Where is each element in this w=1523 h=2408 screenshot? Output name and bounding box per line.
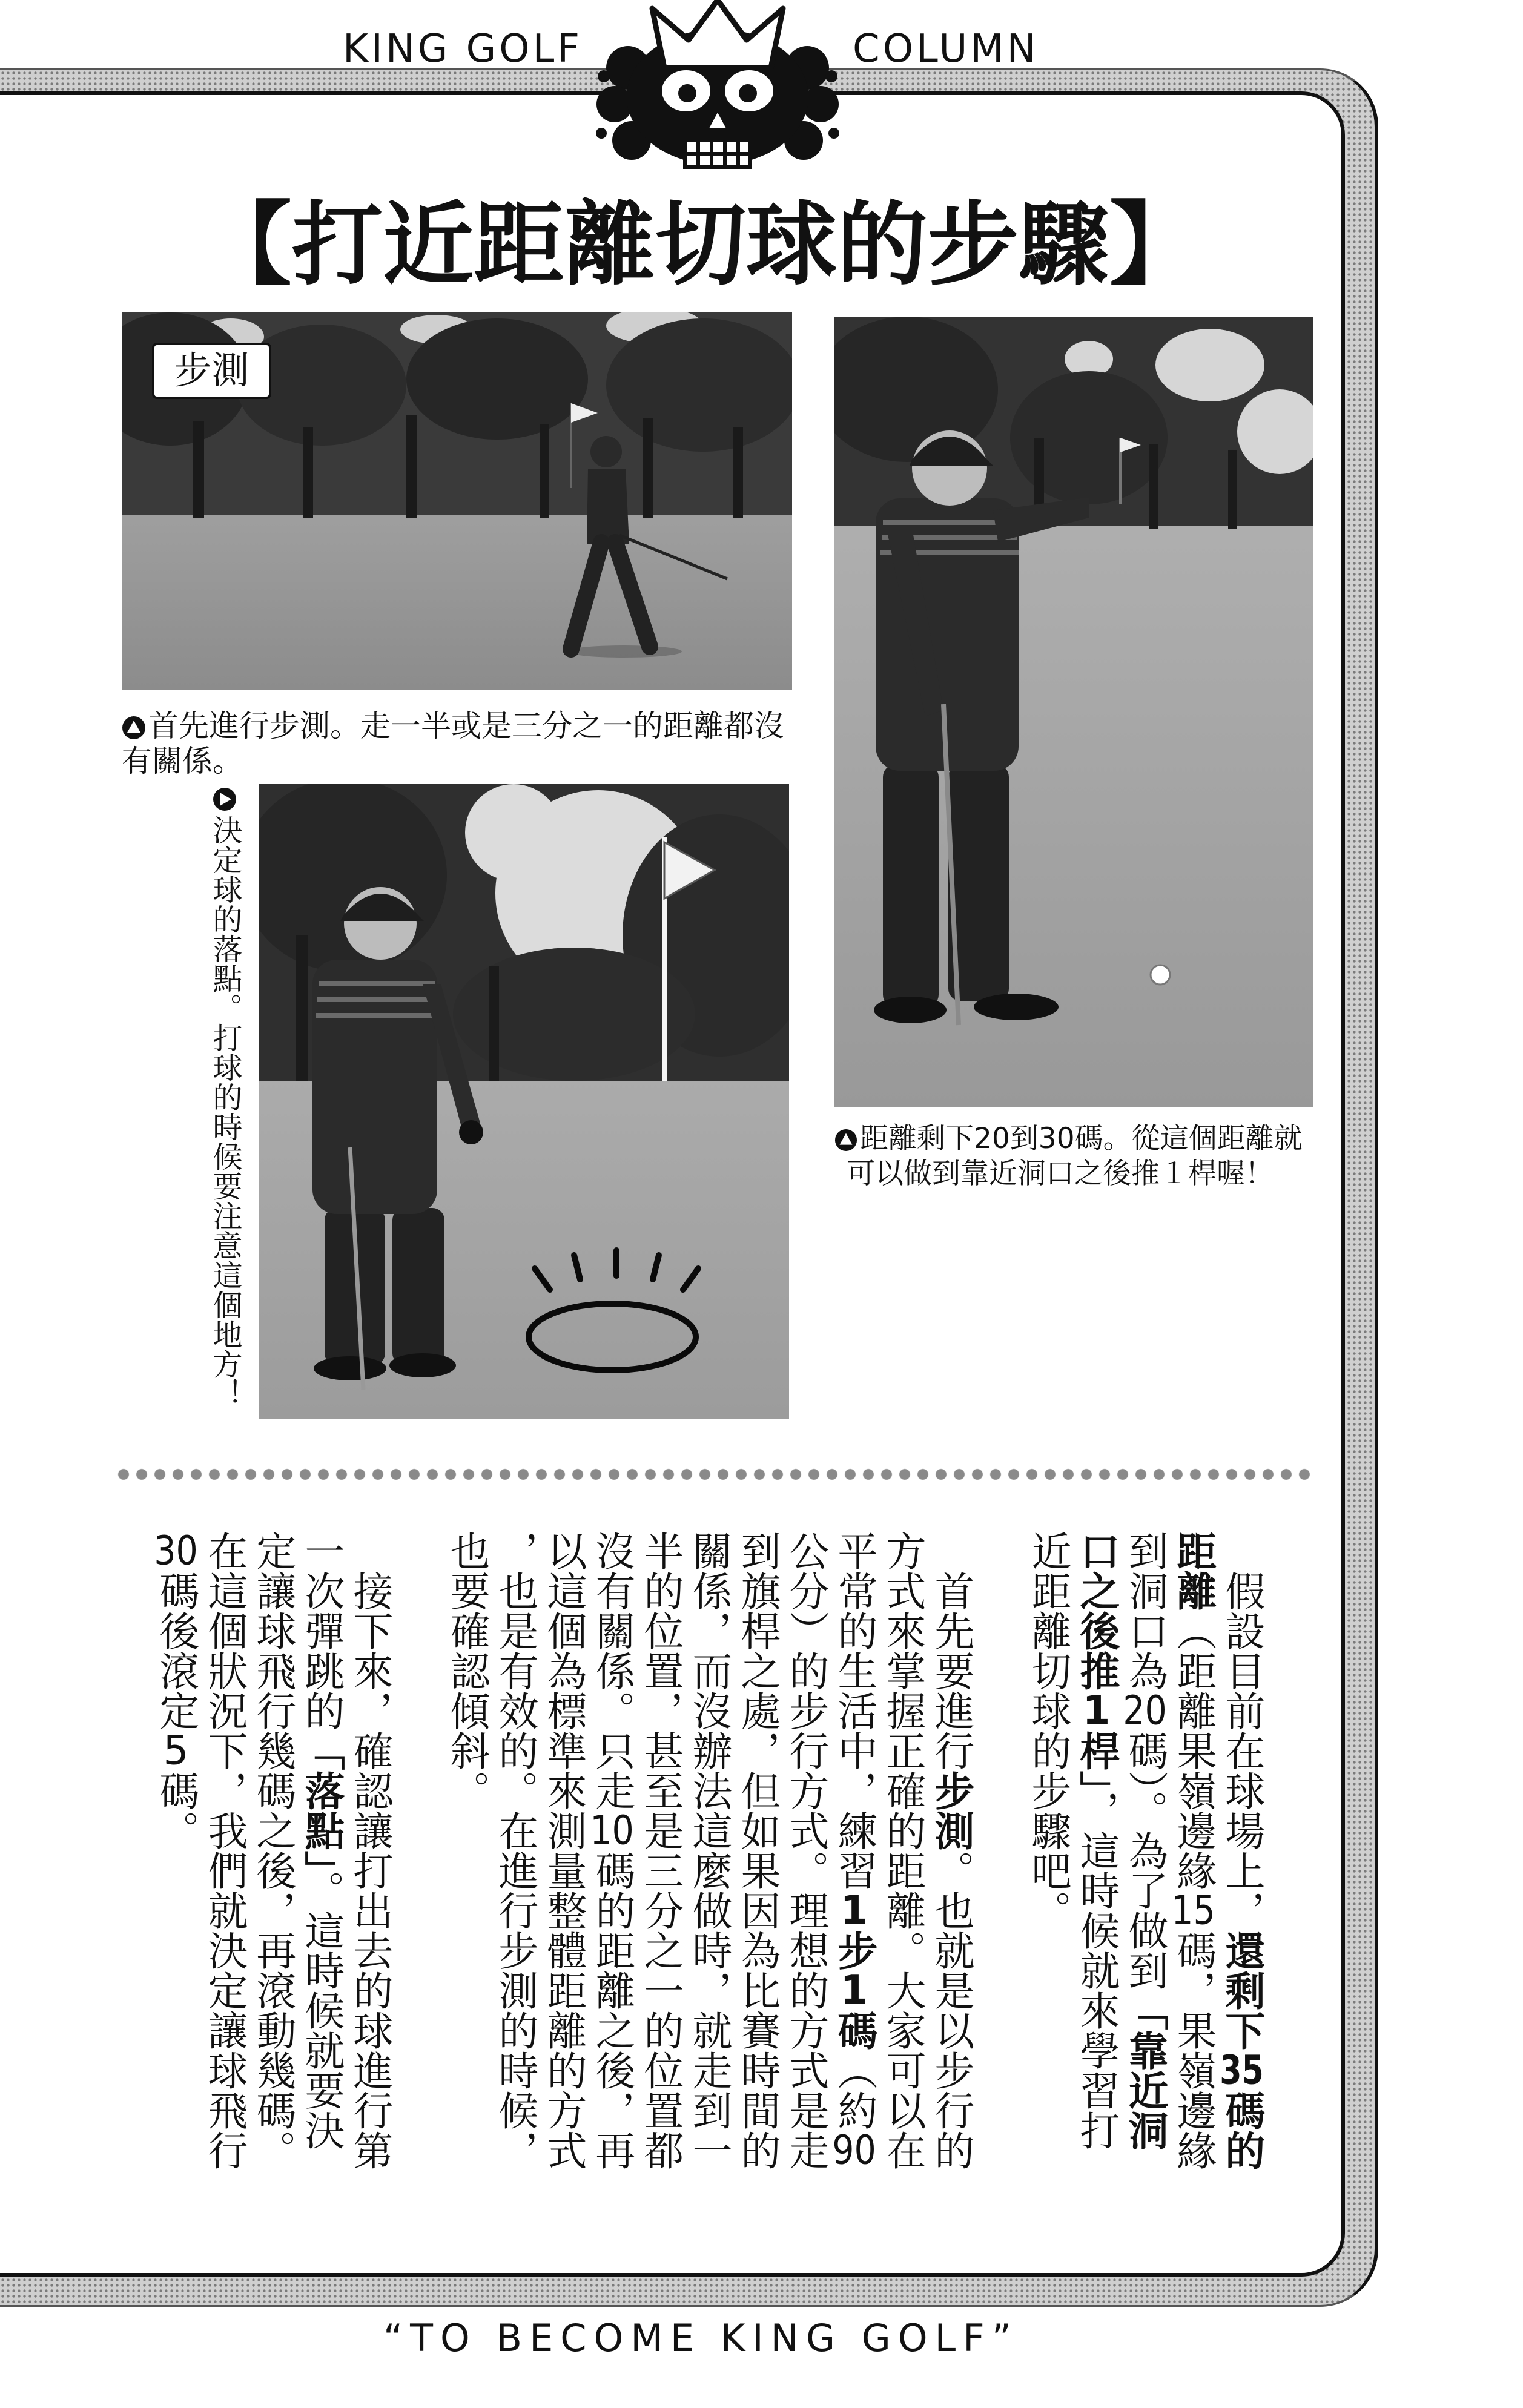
body-text: [151, 1531, 1266, 2185]
body-column: [200, 1531, 248, 2185]
body-column: [1072, 1531, 1120, 2185]
body-text-run: 首先要進行: [928, 1571, 974, 1770]
golf-ball: [1151, 965, 1170, 985]
pacing-label: 步測: [152, 343, 271, 399]
body-text-run: 定讓球飛行幾碼之後，再滾動幾碼。: [249, 1531, 296, 2170]
photo-remaining-distance: [834, 317, 1313, 1107]
caption-landing-spot: [206, 786, 243, 1422]
body-column: [539, 1531, 587, 2185]
body-text-run: 沒有關係。只走10碼的距離之後，再: [589, 1531, 635, 2170]
caption-line: [834, 1121, 1303, 1156]
right-triangle-circle-icon: [213, 787, 237, 811]
body-text-run: 。也就是以步行的: [928, 1850, 974, 2170]
caption-text: 首先進行步測。走一半或是三分之一的距離都沒: [148, 708, 784, 744]
body-text-run: ，這時候就來學習打: [1073, 1790, 1120, 2150]
digit-group: 1: [840, 1970, 868, 2010]
body-column: [248, 1531, 297, 2185]
emphasized-text: 1步1碼: [831, 1890, 877, 2050]
photo-landing-spot: [259, 784, 789, 1419]
body-text-run: 也要確認傾斜。: [443, 1531, 490, 1810]
digit-group: 90: [832, 2130, 876, 2170]
digit-group: 5: [163, 1730, 189, 1770]
digit-group: 15: [1171, 1890, 1215, 1930]
emphasized-text: 距離: [1170, 1531, 1217, 1611]
body-column: [151, 1531, 200, 2185]
page-title: 【打近距離切球的步驟】: [200, 193, 1200, 298]
digit-group: 30: [154, 1531, 198, 1571]
body-text-run: 關係，而沒辦法這麼做時，就走到一: [686, 1531, 732, 2170]
body-column: [587, 1531, 636, 2185]
body-text-run: （約90: [831, 2050, 877, 2170]
body-column: [781, 1531, 830, 2185]
caption-text: 決定球的落點。打球的時候要注意這個地方！: [208, 815, 243, 1408]
body-paragraph: [1023, 1531, 1266, 2185]
body-text-run: 半的位置，甚至是三分之一的位置都: [637, 1531, 684, 2170]
body-column: [636, 1531, 684, 2185]
up-triangle-circle-icon: [122, 716, 146, 740]
body-column: [878, 1531, 927, 2185]
body-text-run: 。這時候就要決: [298, 1870, 345, 2150]
dotted-divider: [114, 1466, 1313, 1482]
body-column: [1217, 1531, 1266, 2185]
header-king-golf: KING GOLF: [343, 27, 583, 71]
body-column: [830, 1531, 878, 2185]
caption-text: 距離剩下20到30碼。從這個距離就: [860, 1122, 1303, 1155]
body-column: [345, 1531, 394, 2185]
body-column: [1120, 1531, 1169, 2185]
body-column: [491, 1531, 539, 2185]
body-text-run: 以這個為標準來測量整體距離的方式: [540, 1531, 587, 2170]
body-paragraph: [442, 1531, 975, 2185]
body-column: [442, 1531, 491, 2185]
emphasized-text: 還剩下35碼的: [1218, 1930, 1265, 2170]
body-text-run: 到旗桿之處，但如果因為比賽時間的: [734, 1531, 781, 2170]
body-text-run: （距離果嶺邊緣15碼，果嶺邊緣: [1170, 1611, 1217, 2170]
body-column: [684, 1531, 733, 2185]
body-text-run: 公分）的步行方式。理想的方式是走: [782, 1531, 829, 2170]
body-text-run: 接下來，確認讓打出去的球進行第: [346, 1571, 393, 2170]
up-triangle-circle-icon: [834, 1129, 857, 1152]
body-text-run: 一次彈跳的: [298, 1531, 345, 1730]
body-text-run: 方式來掌握正確的距離。大家可以在: [879, 1531, 926, 2170]
caption-text: 可以做到靠近洞口之後推１桿喔！: [847, 1157, 1274, 1190]
caption-remaining-distance: [834, 1121, 1303, 1192]
digit-group: 20: [1123, 1691, 1167, 1730]
skull-crown-icon: [596, 0, 839, 173]
digit-group: 1: [1082, 1691, 1111, 1730]
body-text-run: 到洞口為20碼）。為了做到: [1122, 1531, 1168, 1990]
body-text-run: 假設目前在球場上，: [1218, 1571, 1265, 1930]
body-column: [1169, 1531, 1217, 2185]
body-text-run: 近距離切球的步驟吧。: [1025, 1531, 1071, 1930]
body-paragraph: [151, 1531, 394, 2185]
digit-group: 10: [590, 1810, 634, 1850]
caption-text: 有關係。: [122, 744, 243, 779]
digit-group: 1: [840, 1890, 868, 1930]
body-column: [927, 1531, 975, 2185]
tree-line: [834, 317, 1313, 529]
body-text-run: ，也是有效的。在進行步測的時候，: [492, 1531, 538, 2170]
caption-pacing: [122, 708, 784, 779]
body-text-run: 30碼後滾定5碼。: [153, 1531, 199, 1850]
emphasized-text: 「靠近洞: [1122, 1990, 1168, 2150]
body-column: [1023, 1531, 1072, 2185]
body-text-run: 平常的生活中，練習: [831, 1531, 877, 1890]
body-column: [733, 1531, 781, 2185]
digit-group: 35: [1220, 2050, 1264, 2090]
emphasized-text: 「落點」: [298, 1730, 345, 1870]
body-column: [297, 1531, 345, 2185]
header-column: COLUMN: [853, 27, 1039, 71]
emphasized-text: 步測: [928, 1770, 974, 1850]
emphasized-text: 口之後推1桿」: [1073, 1531, 1120, 1790]
caption-line: [122, 708, 784, 744]
body-text-run: 在這個狀況下，我們就決定讓球飛行: [201, 1531, 248, 2170]
footer-tagline: “TO BECOME KING GOLF”: [383, 2316, 1019, 2360]
